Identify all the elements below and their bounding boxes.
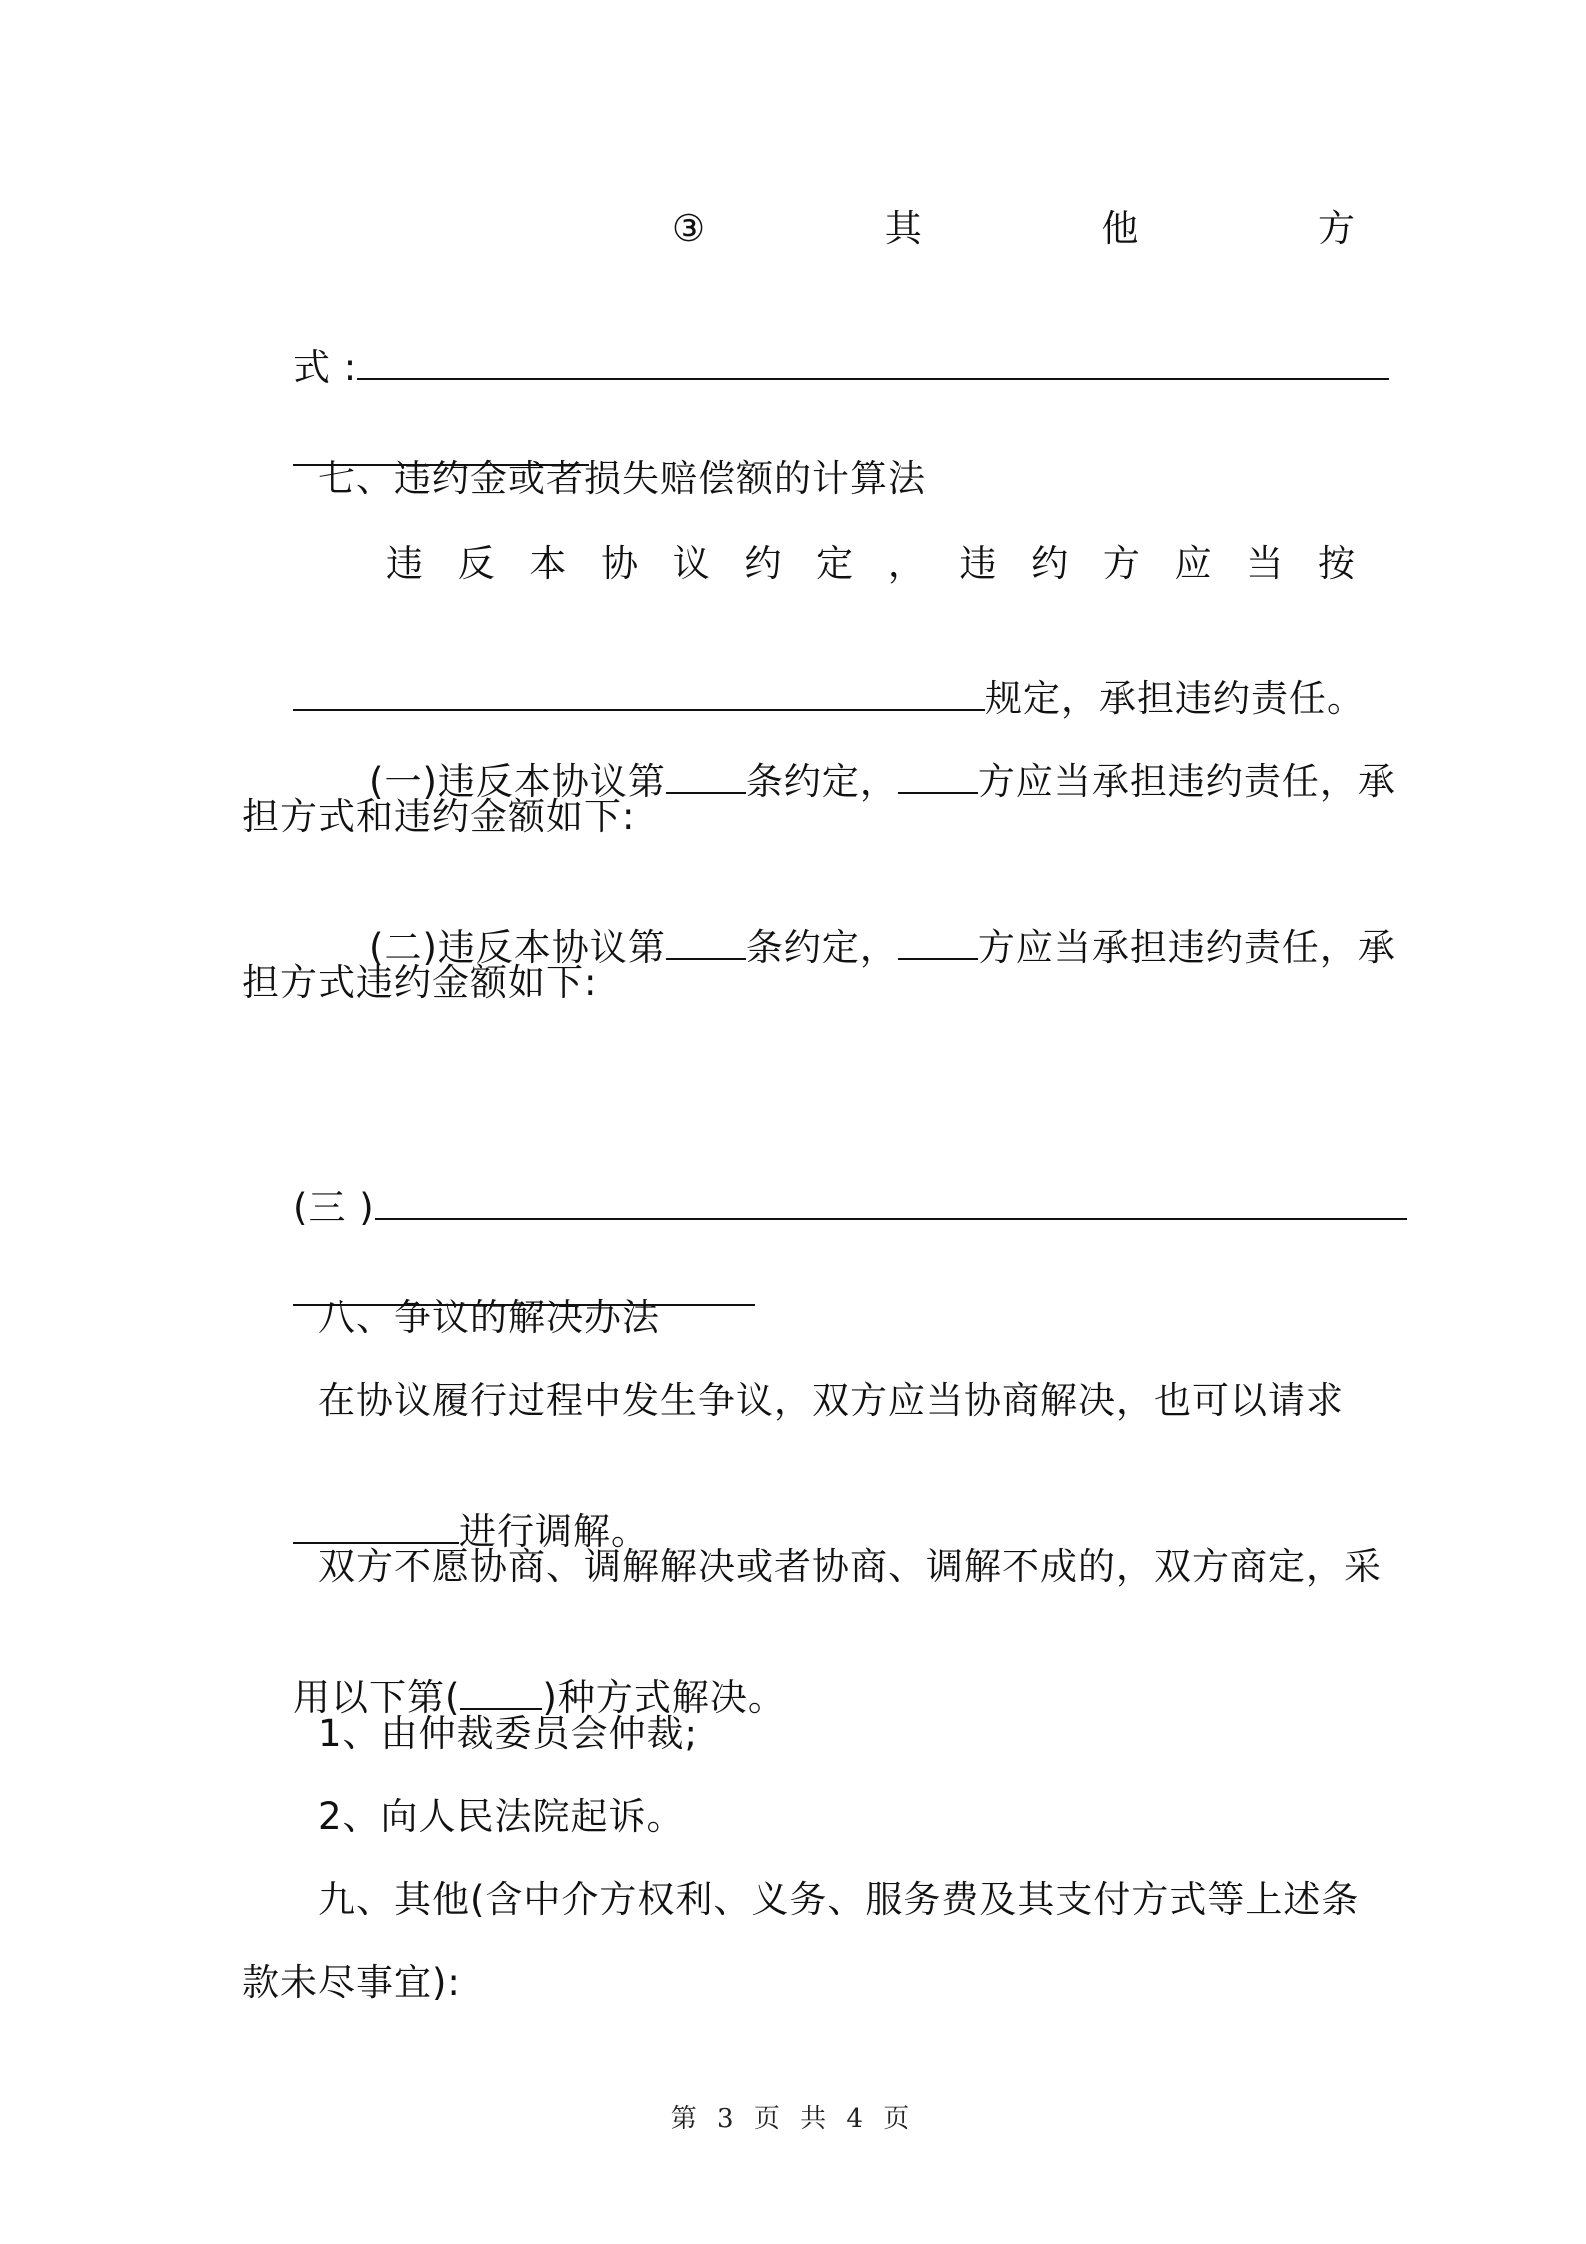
- blank-line: [666, 758, 746, 794]
- spread-line-2: [386, 540, 1356, 588]
- char: 约: [1031, 542, 1070, 585]
- para-text: 用以下第(: [293, 1676, 461, 1719]
- heading-nine: 九、其他(含中介方权利、义务、服务费及其支付方式等上述条: [318, 1878, 1360, 1921]
- blank-line: [375, 1184, 1407, 1220]
- char: 当: [1246, 542, 1285, 585]
- char: 应: [1174, 542, 1213, 585]
- blank-line: [460, 1674, 542, 1710]
- para-text: (二)违反本协议第: [369, 926, 666, 969]
- method-label: 式 :: [293, 346, 358, 389]
- char: 本: [529, 542, 568, 585]
- para-dispute: 在协议履行过程中发生争议，双方应当协商解决，也可以请求: [318, 1379, 1344, 1422]
- char: 按: [1317, 542, 1356, 585]
- para-text: 条约定，: [745, 760, 898, 803]
- char: 方: [1102, 542, 1141, 585]
- heading-eight: 八、争议的解决办法: [318, 1296, 660, 1339]
- char: ，: [887, 542, 926, 585]
- char: 违: [959, 542, 998, 585]
- char: 违: [386, 542, 424, 585]
- para-method: 双方不愿协商、调解解决或者协商、调解不成的，双方商定，采: [318, 1545, 1382, 1588]
- para-one-cont: 担方式和违约金额如下:: [242, 795, 636, 838]
- para-text: 进行调解。: [459, 1510, 650, 1553]
- blank-line: [898, 758, 978, 794]
- liability-text: 规定，承担违约责任。: [985, 677, 1366, 720]
- char: 约: [744, 542, 783, 585]
- blank-line: [293, 675, 985, 711]
- blank-line: [293, 1508, 459, 1544]
- heading-seven: 七、违约金或者损失赔偿额的计算法: [318, 457, 926, 500]
- spread-line-1: [672, 205, 1356, 253]
- para-text: 条约定，: [745, 926, 898, 969]
- char: 反: [457, 542, 496, 585]
- para-text: 方应当承担违约责任，承: [977, 926, 1396, 969]
- char-ta: 他: [1101, 207, 1140, 250]
- char: 定: [816, 542, 855, 585]
- blank-line: [898, 924, 978, 960]
- circled-three: ③: [672, 207, 707, 250]
- heading-nine-cont: 款未尽事宜):: [242, 1961, 461, 2004]
- char-qi: 其: [884, 207, 923, 250]
- para-text: 方应当承担违约责任，承: [977, 760, 1396, 803]
- blank-line: [357, 344, 1389, 380]
- char-fang: 方: [1318, 207, 1356, 250]
- list-item-1: 1、由仲裁委员会仲裁;: [318, 1712, 699, 1755]
- line-method-cont: [242, 382, 1356, 526]
- para-text: (三 ): [293, 1186, 375, 1229]
- para-text: (一)违反本协议第: [369, 760, 666, 803]
- blank-line: [666, 924, 746, 960]
- para-text: )种方式解决。: [542, 1676, 786, 1719]
- para-two-cont: 担方式违约金额如下:: [242, 961, 598, 1004]
- char: 议: [672, 542, 711, 585]
- list-item-2: 2、向人民法院起诉。: [318, 1795, 685, 1838]
- char: 协: [601, 542, 640, 585]
- page-footer: 第 3 页 共 4 页: [670, 2104, 916, 2134]
